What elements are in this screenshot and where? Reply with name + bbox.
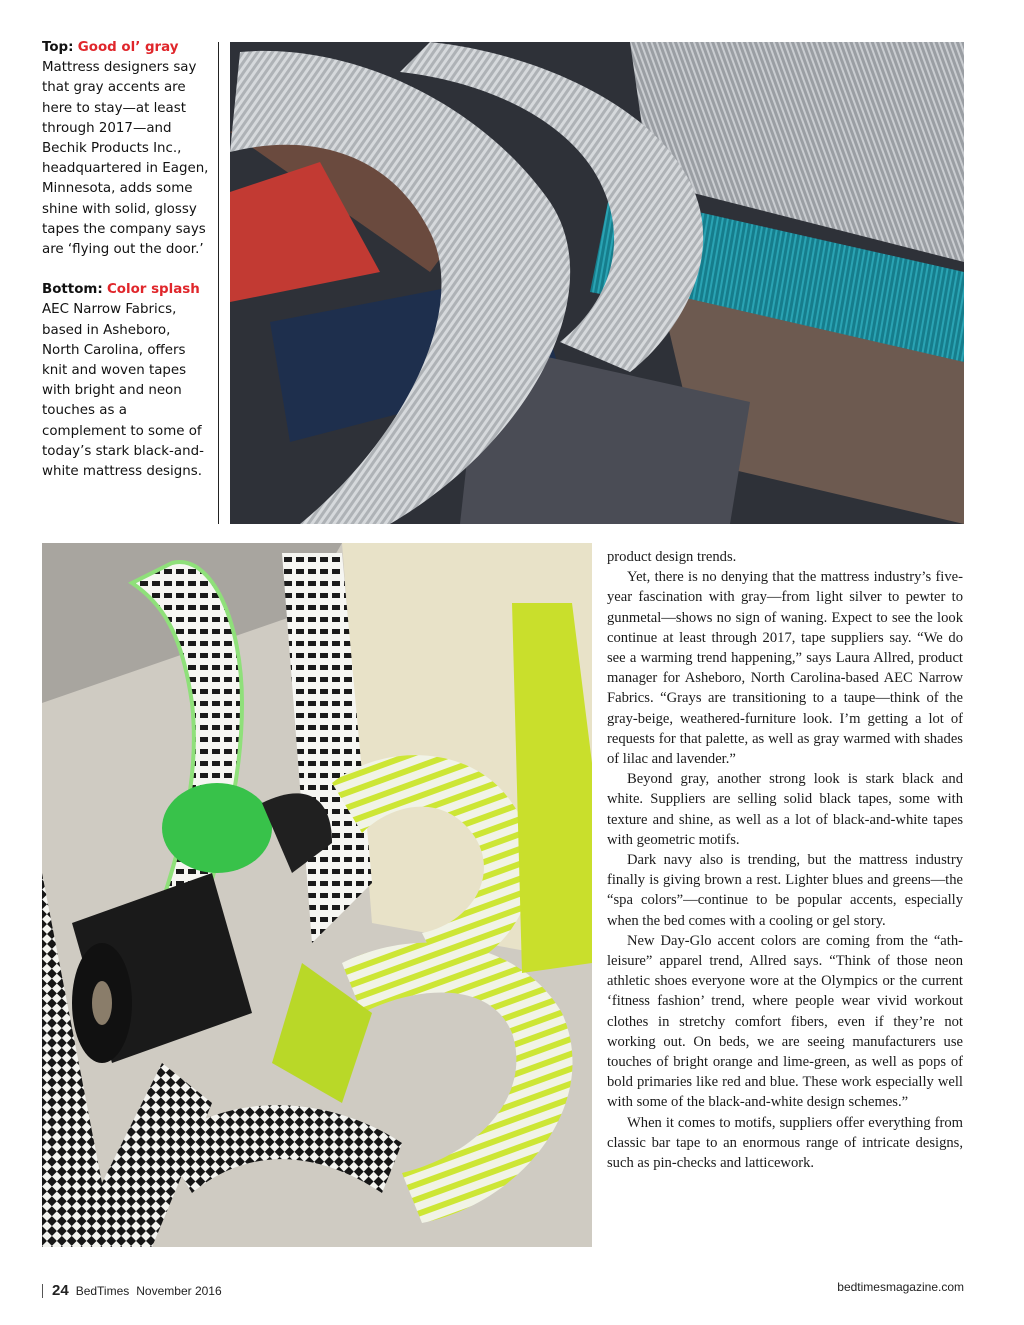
article-paragraph: product design trends.	[607, 549, 737, 565]
article-paragraph: Dark navy also is trending, but the mattress industry finally is giving brown a rest. Lighter blues and greens—the “spa colors”—continue to be popular accents, especially when the bed comes with a cooling or gel story.	[607, 852, 963, 929]
caption-bottom-label: Bottom:	[42, 282, 103, 298]
page-number: 24	[52, 1282, 69, 1299]
caption-bottom-body: AEC Narrow Fabrics, based in Asheboro, North Carolina, offers knit and woven tapes with bright and neon touches as a complement to some of today’s stark black-and-white mattress designs.	[42, 302, 204, 480]
photo-gray-tapes	[230, 42, 964, 524]
caption-top-label: Top:	[42, 40, 74, 55]
caption-bottom-title: Color splash	[106, 282, 200, 298]
caption-divider	[218, 42, 219, 524]
footer-divider	[42, 1284, 43, 1298]
gray-tapes-illustration	[230, 42, 964, 524]
issue-date: November 2016	[136, 1283, 222, 1298]
article-paragraph: When it comes to motifs, suppliers offer everything from classic bar tape to an enormous range of intricate designs, such as pin-checks and latticework.	[607, 1114, 963, 1172]
caption-bottom	[42, 280, 212, 482]
magazine-name: BedTimes	[75, 1283, 130, 1298]
page-footer	[42, 1282, 222, 1299]
article-body	[607, 547, 963, 1173]
website-link[interactable]: bedtimesmagazine.com	[837, 1280, 964, 1294]
caption-top	[42, 38, 212, 260]
caption-top-title: Good ol’ gray	[77, 40, 179, 55]
article-paragraph: Beyond gray, another strong look is stark black and white. Suppliers are selling solid black tapes, some with texture and shine, as well as a lot of black-and-white tapes with geometric motifs.	[607, 771, 963, 848]
caption-top-body: Mattress designers say that gray accents are here to stay—at least through 2017—and Bechik Products Inc., headquartered in Eagen, Minnesota, adds some shine with solid, glossy tapes the company says are ‘flying out the door.’	[42, 60, 209, 258]
article-paragraph: New Day-Glo accent colors are coming from the “ath-leisure” apparel trend, Allred says. “Think of those neon athletic shoes everyone wore at the Olympics or the current ‘fitness fashion’ trend, where people wear vivid workout clothes in stretchy comfort fibers, even if they’re not working out. On beds, we are seeing manufacturers use touches of bright orange and lime-green, as well as pops of bold primaries like red and blue. These work especially well with some of the black-and-white design schemes.”	[607, 932, 963, 1111]
article-paragraph: Yet, there is no denying that the mattress industry’s five-year fascination with gray—from light silver to pewter to gunmetal—shows no sign of waning. Expect to see the look continue at least through 2017, tape suppliers say. “We do see a warming trend happening,” says Laura Allred, product manager for Asheboro, North Carolina-based AEC Narrow Fabrics. “Grays are transitioning to a taupe—think of the gray-beige, weathered-furniture look. I’m getting a lot of requests for that palette, as well as gray warmed with shades of lilac and lavender.”	[607, 569, 963, 768]
neon-tapes-illustration	[42, 543, 592, 1247]
photo-neon-black-white-tapes	[42, 543, 592, 1247]
photo-captions	[42, 38, 212, 502]
